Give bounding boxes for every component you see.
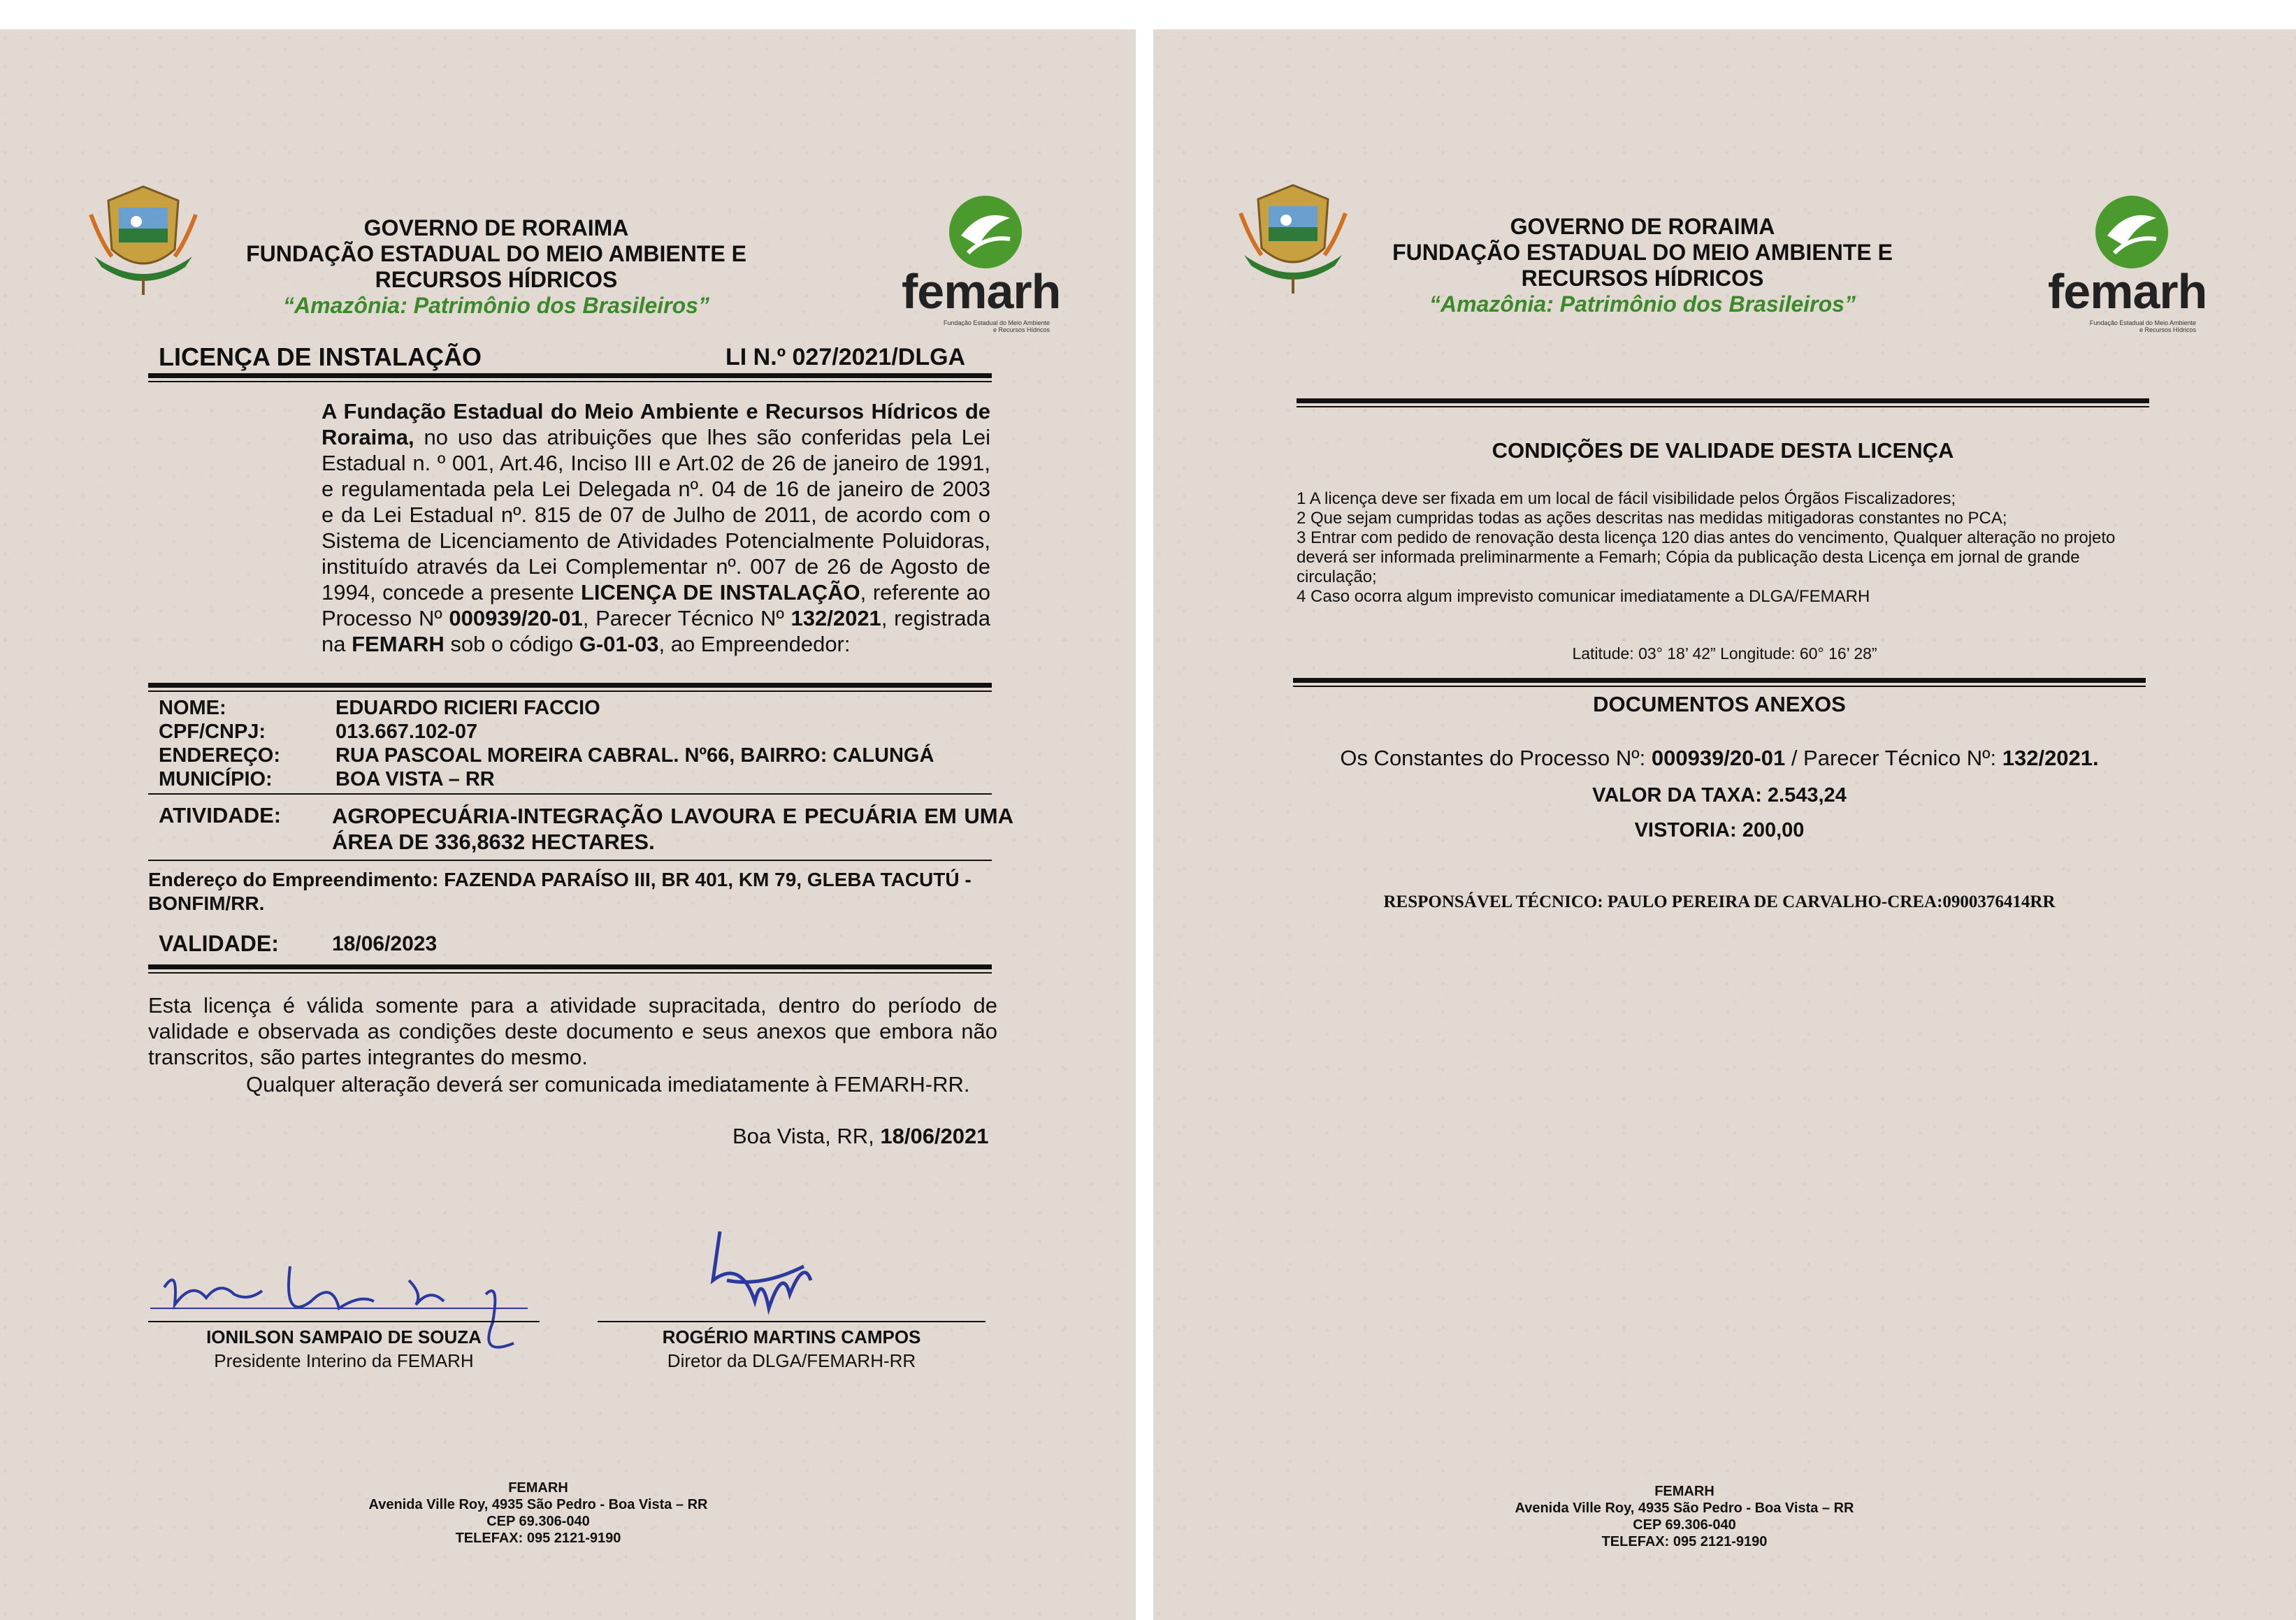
cpf-label: CPF/CNPJ: [159, 721, 266, 743]
coordinates: Latitude: 03° 18’ 42” Longitude: 60° 16’ 28” [1572, 644, 1877, 663]
header-line-3: RECURSOS HÍDRICOS [375, 267, 618, 292]
header-line-1: GOVERNO DE RORAIMA [363, 215, 629, 240]
cpf-value: 013.667.102-07 [335, 721, 478, 743]
header-block [1377, 214, 1908, 317]
signatory-2-role: Diretor da DLGA/FEMARH-RR [667, 1350, 916, 1371]
condition-item: 3 Entrar com pedido de renovação desta licença 120 dias antes do vencimento, Qualquer alteração no projeto deverá ser informada preliminarmente a Femarh; Cópia da publicação desta Licença em jornal de grande circulação; [1297, 528, 2116, 586]
femarh-subtitle: Fundação Estadual do Meio Ambiente e Recursos Hídricos [943, 319, 1050, 333]
divider [148, 860, 992, 861]
footer-address: FEMARH Avenida Ville Roy, 4935 São Pedro - Boa Vista – RR CEP 69.306-040 TELEFAX: 095 2121-9190 [1515, 1484, 1854, 1549]
attachments-text: Os Constantes do Processo Nº: 000939/20-01 / Parecer Técnico Nº: 132/2021. [1340, 746, 2099, 770]
divider [148, 683, 992, 692]
validity-paragraph: Esta licença é válida somente para a atividade supracitada, dentro do período de validade e observada as condições deste documento e seus anexos que embora não transcritos, são partes integrantes do mesmo. [148, 993, 997, 1069]
femarh-subtitle: Fundação Estadual do Meio Ambiente e Recursos Hídricos [2089, 319, 2196, 333]
divider [1293, 678, 2146, 687]
address-label: ENDEREÇO: [159, 744, 281, 767]
intro-paragraph: A Fundação Estadual do Meio Ambiente e Recursos Hídricos de Roraima, no uso das atribuições que lhes são conferidas pela Lei Estadual n. º 001, Art.46, Inciso III e Art.02 de 26 de janeiro de 1991, e regulamentada pela Lei Delegada nº. 04 de 16 de janeiro de 2003 e da Lei Estadual nº. 815 de 07 de Julho de 2011, de acordo com o Sistema de Licenciamento de Atividades Potencialmente Poluidoras, instituído através da Lei Complementar nº. 007 de 26 de Agosto de 1994, concede a presente LICENÇA DE INSTALAÇÃO, referente ao Processo Nº 000939/20-01, Parecer Técnico Nº 132/2021, registrada na FEMARH sob o código G-01-03, ao Empreendedor: [322, 399, 990, 656]
license-page-front [0, 29, 1136, 1620]
conditions-title: CONDIÇÕES DE VALIDADE DESTA LICENÇA [1492, 438, 1954, 463]
divider [1297, 398, 2149, 407]
license-number: LI N.º 027/2021/DLGA [725, 344, 966, 370]
femarh-wordmark: femarh [902, 264, 1061, 319]
place-date: Boa Vista, RR, 18/06/2021 [732, 1124, 989, 1148]
conditions-list [1297, 489, 2153, 607]
address-value: RUA PASCOAL MOREIRA CABRAL. Nº66, BAIRRO: CALUNGÁ [335, 744, 934, 767]
coat-of-arms-icon [1237, 171, 1349, 294]
signatory-1-name: IONILSON SAMPAIO DE SOUZA [206, 1326, 482, 1347]
signature-line [148, 1321, 540, 1322]
header-motto: “Amazônia: Patrimônio dos Brasileiros” [1429, 291, 1856, 317]
signature-line [598, 1321, 985, 1322]
license-page-back [1153, 29, 2296, 1620]
inspection-value: VISTORIA: 200,00 [1634, 819, 1805, 841]
enterprise-address: Endereço do Empreendimento: FAZENDA PARAÍSO III, BR 401, KM 79, GLEBA TACUTÚ - BONFIM/RR. [148, 869, 972, 914]
femarh-leaf-icon [2086, 194, 2177, 270]
municipality-value: BOA VISTA – RR [335, 768, 495, 790]
coat-of-arms-icon [87, 173, 199, 295]
attachments-title: DOCUMENTOS ANEXOS [1593, 692, 1846, 716]
femarh-wordmark: femarh [2048, 264, 2207, 319]
signatory-1-role: Presidente Interino da FEMARH [214, 1350, 474, 1371]
femarh-leaf-icon [940, 194, 1031, 270]
technical-responsible: RESPONSÁVEL TÉCNICO: PAULO PEREIRA DE CARVALHO-CREA:0900376414RR [1383, 892, 2056, 911]
header-line-2: FUNDAÇÃO ESTADUAL DO MEIO AMBIENTE E [246, 241, 746, 266]
validity-value: 18/06/2023 [332, 932, 438, 955]
divider [148, 793, 992, 795]
activity-value: AGROPECUÁRIA-INTEGRAÇÃO LAVOURA E PECUÁRIA EM UMA ÁREA DE 336,8632 HECTARES. [332, 804, 1013, 854]
header-line-2: FUNDAÇÃO ESTADUAL DO MEIO AMBIENTE E [1392, 240, 1893, 265]
municipality-label: MUNICÍPIO: [159, 768, 273, 790]
change-notice: Qualquer alteração deverá ser comunicada imediatamente à FEMARH-RR. [246, 1072, 970, 1097]
condition-item: 1 A licença deve ser fixada em um local de fácil visibilidade pelos Órgãos Fiscalizadores; [1297, 489, 1956, 508]
name-value: EDUARDO RICIERI FACCIO [335, 697, 600, 719]
header-line-1: GOVERNO DE RORAIMA [1510, 214, 1775, 239]
divider [148, 373, 992, 382]
fee-value: VALOR DA TAXA: 2.543,24 [1592, 784, 1847, 807]
condition-item: 2 Que sejam cumpridas todas as ações descritas nas medidas mitigadoras constantes no PCA; [1297, 509, 2007, 528]
signature-rogerio-icon [699, 1217, 825, 1336]
document-title: LICENÇA DE INSTALAÇÃO [159, 342, 482, 371]
validity-label: VALIDADE: [159, 931, 279, 956]
header-block [231, 215, 762, 319]
name-label: NOME: [159, 697, 226, 719]
condition-item: 4 Caso ocorra algum imprevisto comunicar imediatamente a DLGA/FEMARH [1297, 587, 1870, 606]
header-motto: “Amazônia: Patrimônio dos Brasileiros” [283, 293, 709, 318]
femarh-logo [902, 194, 1061, 347]
signatory-2-name: ROGÉRIO MARTINS CAMPOS [662, 1326, 921, 1347]
activity-label: ATIVIDADE: [159, 803, 282, 827]
footer-address: FEMARH Avenida Ville Roy, 4935 São Pedro - Boa Vista – RR CEP 69.306-040 TELEFAX: 095 2121-9190 [368, 1480, 708, 1546]
femarh-logo [2048, 194, 2207, 347]
divider [148, 964, 992, 974]
header-line-3: RECURSOS HÍDRICOS [1521, 266, 1764, 291]
